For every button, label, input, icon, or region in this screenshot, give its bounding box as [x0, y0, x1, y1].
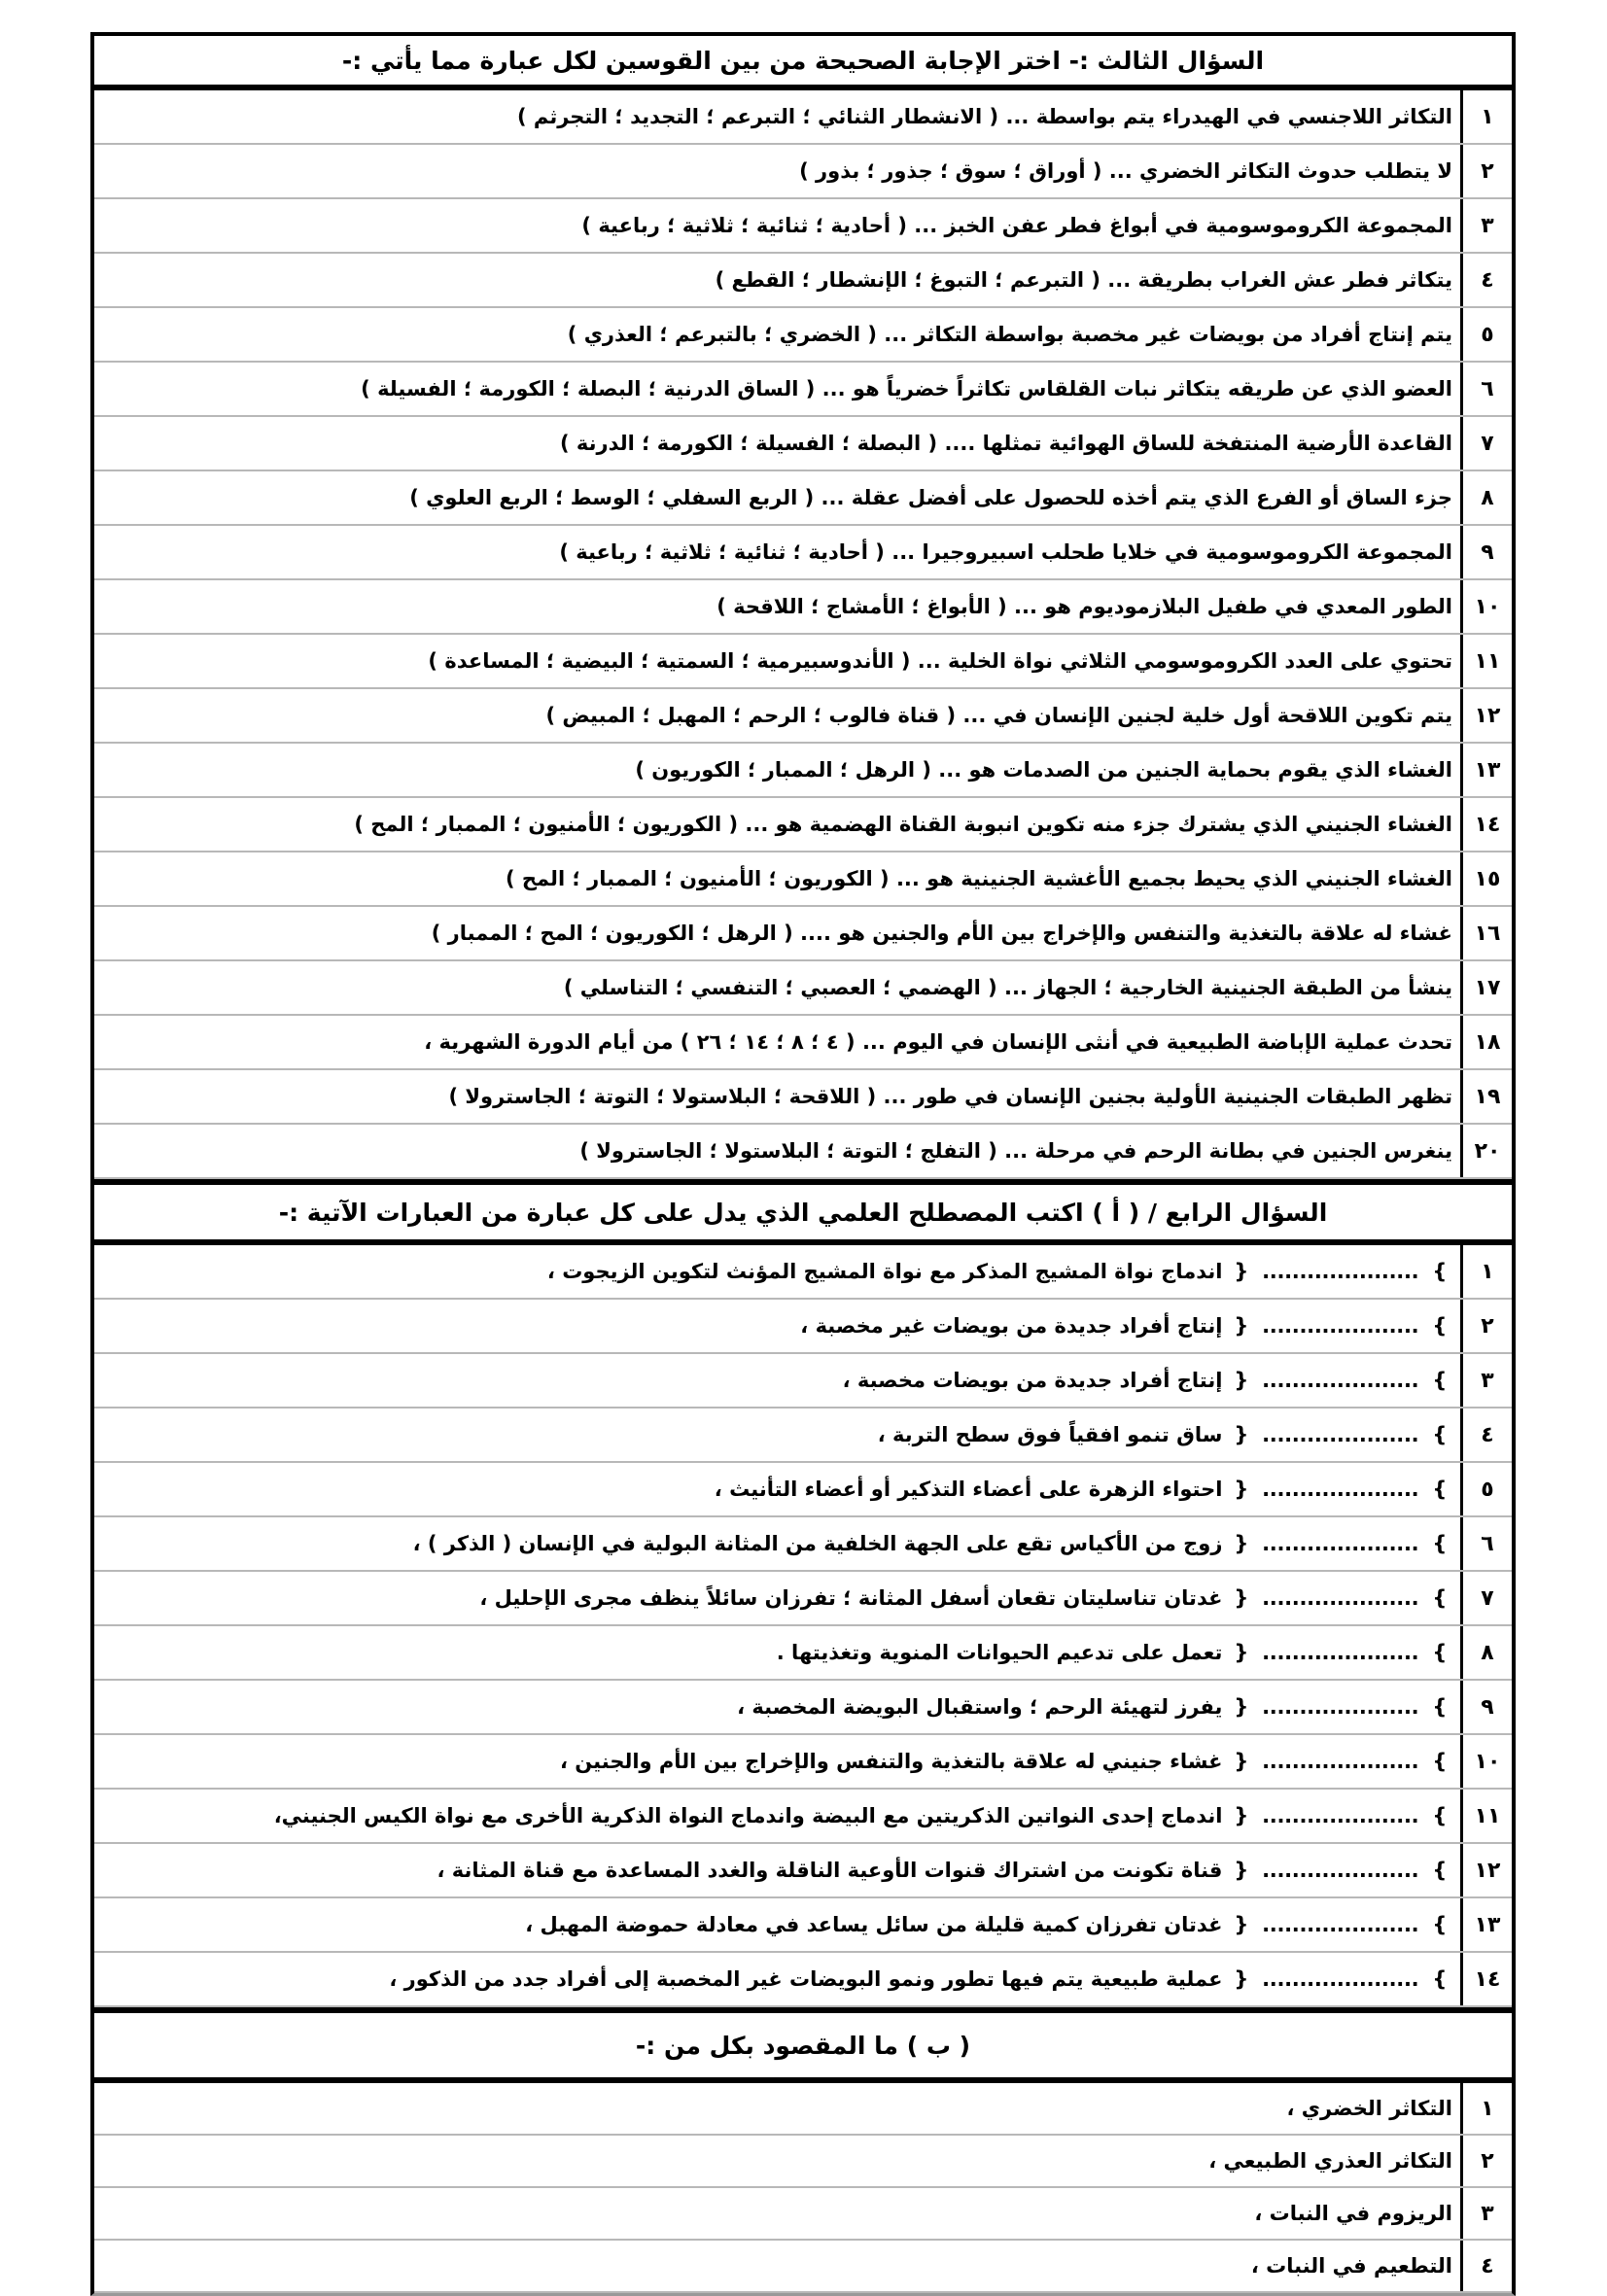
question-text-cell: [94, 1354, 1460, 1407]
question-number: ٦: [1460, 1517, 1512, 1570]
question-row: [94, 254, 1512, 308]
question-text: غشاء له علاقة بالتغذية والتنفس والإخراج بين الأم والجنين هو .... ( الرهل ؛ الكوريون ؛ المح ؛ الممبار ): [431, 922, 1452, 945]
question-number: ١: [1460, 1245, 1512, 1298]
answer-blank[interactable]: } ..................... {: [1234, 1967, 1447, 1991]
question-number: ١٧: [1460, 961, 1512, 1014]
question-text-cell: [94, 1790, 1460, 1842]
question-number: ١: [1460, 90, 1512, 143]
question-row: [94, 1409, 1512, 1463]
question-row: [94, 526, 1512, 580]
question-number: ٣: [1460, 199, 1512, 252]
question-4a-list: [94, 1245, 1512, 2007]
question-text-cell: [94, 1681, 1460, 1733]
question-text-cell: [94, 689, 1460, 742]
question-row: [94, 580, 1512, 635]
question-text: الغشاء الجنيني الذي يحيط بجميع الأغشية الجنينية هو ... ( الكوريون ؛ الأمنيون ؛ الممبار ؛ المح ): [505, 867, 1452, 890]
answer-blank[interactable]: } ..................... {: [1234, 1750, 1447, 1773]
question-number: ٤: [1460, 2241, 1512, 2291]
question-text-cell: [94, 2136, 1460, 2186]
question-text: يتم إنتاج أفراد من بويضات غير مخصبة بواسطة التكاثر ... ( الخضري ؛ بالتبرعم ؛ العذري ): [567, 323, 1452, 346]
question-number: ٦: [1460, 363, 1512, 415]
question-row: [94, 907, 1512, 961]
question-row: [94, 1790, 1512, 1844]
question-row: [94, 2188, 1512, 2241]
question-text: احتواء الزهرة على أعضاء التذكير أو أعضاء التأنيث ،: [714, 1478, 1223, 1501]
question-row: [94, 2136, 1512, 2188]
question-text: جزء الساق أو الفرع الذي يتم أخذه للحصول على أفضل عقلة ... ( الربع السفلي ؛ الوسط ؛ الربع العلوي ): [409, 486, 1452, 509]
question-text: المجموعة الكروموسومية في أبواغ فطر عفن الخبز ... ( أحادية ؛ ثنائية ؛ ثلاثية ؛ رباعية ): [581, 214, 1452, 237]
question-text-cell: [94, 1735, 1460, 1788]
question-text-cell: [94, 1844, 1460, 1896]
question-number: ١٠: [1460, 580, 1512, 633]
question-row: [94, 1626, 1512, 1681]
question-text: عملية طبيعية يتم فيها تطور ونمو البويضات غير المخصبة إلى أفراد جدد من الذكور ،: [389, 1967, 1223, 1991]
answer-blank[interactable]: } ..................... {: [1234, 1314, 1447, 1338]
question-number: ٤: [1460, 254, 1512, 306]
question-text: إنتاج أفراد جديدة من بويضات مخصبة ،: [842, 1369, 1223, 1392]
question-number: ١٤: [1460, 798, 1512, 851]
question-4b-list: [94, 2083, 1512, 2293]
question-row: [94, 689, 1512, 744]
question-text: غشاء جنيني له علاقة بالتغذية والتنفس والإخراج بين الأم والجنين ،: [560, 1750, 1223, 1773]
question-row: [94, 2083, 1512, 2136]
question-text-cell: [94, 1409, 1460, 1461]
question-text: إنتاج أفراد جديدة من بويضات غير مخصبة ،: [800, 1314, 1223, 1338]
question-text: يفرز لتهيئة الرحم ؛ واستقبال البويضة المخصبة ،: [737, 1695, 1223, 1719]
question-3-title: السؤال الثالث :- اختر الإجابة الصحيحة من بين القوسين لكل عبارة مما يأتي :-: [94, 36, 1512, 90]
question-text: العضو الذي عن طريقه يتكاثر نبات القلقاس تكاثراً خضرياً هو ... ( الساق الدرنية ؛ البصلة ؛ الكورمة ؛ الفسيلة ): [361, 377, 1452, 400]
question-text-cell: [94, 635, 1460, 687]
question-row: [94, 1517, 1512, 1572]
question-text-cell: [94, 1953, 1460, 2005]
question-number: ٥: [1460, 1463, 1512, 1515]
question-text: ينشأ من الطبقة الجنينية الخارجية ؛ الجهاز ... ( الهضمي ؛ العصبي ؛ التنفسي ؛ التناسلي ): [563, 976, 1452, 999]
question-row: [94, 1572, 1512, 1626]
question-text-cell: [94, 2241, 1460, 2291]
question-text: اندماج إحدى النواتين الذكريتين مع البيضة واندماج النواة الذكرية الأخرى مع نواة الكيس الجنيني،: [273, 1804, 1223, 1827]
question-number: ١٢: [1460, 1844, 1512, 1896]
question-text: قناة تكونت من اشتراك قنوات الأوعية الناقلة والغدد المساعدة مع قناة المثانة ،: [437, 1859, 1223, 1882]
question-text: التكاثر اللاجنسي في الهيدراء يتم بواسطة ... ( الانشطار الثنائي ؛ التبرعم ؛ التجديد ؛ التجرثم ): [516, 105, 1452, 128]
question-number: ١١: [1460, 635, 1512, 687]
question-number: ٣: [1460, 1354, 1512, 1407]
question-text: لا يتطلب حدوث التكاثر الخضري ... ( أوراق ؛ سوق ؛ جذور ؛ بذور ): [799, 159, 1452, 183]
question-text: زوج من الأكياس تقع على الجهة الخلفية من المثانة البولية في الإنسان ( الذكر ) ،: [412, 1532, 1223, 1555]
question-text-cell: [94, 1070, 1460, 1123]
question-row: [94, 308, 1512, 363]
question-text-cell: [94, 1517, 1460, 1570]
question-number: ٨: [1460, 471, 1512, 524]
question-text-cell: [94, 580, 1460, 633]
answer-blank[interactable]: } ..................... {: [1234, 1532, 1447, 1555]
question-text-cell: [94, 1125, 1460, 1177]
question-text-cell: [94, 254, 1460, 306]
question-row: [94, 1898, 1512, 1953]
exam-sheet: [90, 32, 1516, 2296]
question-text: القاعدة الأرضية المنتفخة للساق الهوائية تمثلها .... ( البصلة ؛ الفسيلة ؛ الكورمة ؛ الدرنة ): [559, 432, 1452, 455]
question-number: ٢: [1460, 2136, 1512, 2186]
question-text: التطعيم في النبات ،: [1250, 2254, 1452, 2278]
question-text-cell: [94, 526, 1460, 578]
question-number: ١٣: [1460, 1898, 1512, 1951]
question-row: [94, 1463, 1512, 1517]
question-row: [94, 1300, 1512, 1354]
question-number: ٣: [1460, 2188, 1512, 2239]
answer-blank[interactable]: } ..................... {: [1234, 1859, 1447, 1882]
question-row: [94, 2241, 1512, 2293]
question-text-cell: [94, 852, 1460, 905]
question-text-cell: [94, 308, 1460, 361]
question-row: [94, 145, 1512, 199]
question-number: ٢: [1460, 145, 1512, 197]
question-row: [94, 798, 1512, 852]
answer-blank[interactable]: } ..................... {: [1234, 1423, 1447, 1446]
answer-blank[interactable]: } ..................... {: [1234, 1913, 1447, 1936]
question-text-cell: [94, 471, 1460, 524]
answer-blank[interactable]: } ..................... {: [1234, 1586, 1447, 1610]
question-number: ١: [1460, 2083, 1512, 2134]
question-text: الغشاء الذي يقوم بحماية الجنين من الصدمات هو ... ( الرهل ؛ الممبار ؛ الكوريون ): [635, 758, 1452, 782]
question-text-cell: [94, 744, 1460, 796]
question-number: ٢: [1460, 1300, 1512, 1352]
question-text-cell: [94, 798, 1460, 851]
question-text-cell: [94, 1898, 1460, 1951]
question-4b-title: ( ب ) ما المقصود بكل من :-: [94, 2007, 1512, 2083]
answer-blank[interactable]: } ..................... {: [1234, 1695, 1447, 1719]
question-number: ١٥: [1460, 852, 1512, 905]
question-number: ٩: [1460, 1681, 1512, 1733]
question-row: [94, 417, 1512, 471]
question-number: ١٤: [1460, 1953, 1512, 2005]
question-row: [94, 1125, 1512, 1179]
question-text-cell: [94, 417, 1460, 470]
question-row: [94, 961, 1512, 1016]
question-number: ٨: [1460, 1626, 1512, 1679]
question-text: ينغرس الجنين في بطانة الرحم في مرحلة ... ( التفلج ؛ التوتة ؛ البلاستولا ؛ الجاسترولا ): [579, 1139, 1452, 1163]
question-text-cell: [94, 1572, 1460, 1624]
question-text: الريزوم في النبات ،: [1254, 2202, 1452, 2225]
question-text-cell: [94, 1300, 1460, 1352]
question-row: [94, 471, 1512, 526]
question-text-cell: [94, 907, 1460, 959]
question-row: [94, 635, 1512, 689]
question-text: تحتوي على العدد الكروموسومي الثلاثي نواة الخلية ... ( الأندوسبيرمية ؛ السمتية ؛ البيضية ؛ المساعدة ): [428, 649, 1452, 673]
question-row: [94, 1354, 1512, 1409]
answer-blank[interactable]: } ..................... {: [1234, 1641, 1447, 1664]
question-row: [94, 1245, 1512, 1300]
question-text: اندماج نواة المشيج المذكر مع نواة المشيج المؤنث لتكوين الزيجوت ،: [546, 1260, 1223, 1283]
question-number: ٥: [1460, 308, 1512, 361]
question-number: ٧: [1460, 1572, 1512, 1624]
answer-blank[interactable]: } ..................... {: [1234, 1369, 1447, 1392]
question-number: ١٨: [1460, 1016, 1512, 1068]
question-text: غدتان تناسليتان تقعان أسفل المثانة ؛ تفرزان سائلاً ينظف مجرى الإحليل ،: [479, 1586, 1223, 1610]
question-text: تعمل على تدعيم الحيوانات المنوية وتغذيتها .: [776, 1641, 1223, 1664]
question-row: [94, 1735, 1512, 1790]
question-3-list: [94, 90, 1512, 1179]
question-row: [94, 1953, 1512, 2007]
question-text: يتم تكوين اللاقحة أول خلية لجنين الإنسان في ... ( قناة فالوب ؛ الرحم ؛ المهبل ؛ المبيض ): [545, 704, 1452, 727]
question-4a-title: السؤال الرابع / ( أ ) اكتب المصطلح العلمي الذي يدل على كل عبارة من العبارات الآتية :-: [94, 1179, 1512, 1245]
question-text: غدتان تفرزان كمية قليلة من سائل يساعد في معادلة حموضة المهبل ،: [525, 1913, 1223, 1936]
question-row: [94, 90, 1512, 145]
question-text: الغشاء الجنيني الذي يشترك جزء منه تكوين انبوبة القناة الهضمية هو ... ( الكوريون ؛ الأمنيون ؛ الممبار ؛ المح ): [354, 813, 1452, 836]
question-text-cell: [94, 2083, 1460, 2134]
question-row: [94, 199, 1512, 254]
question-text: يتكاثر فطر عش الغراب بطريقة ... ( التبرعم ؛ التبوغ ؛ الإنشطار ؛ القطع ): [715, 268, 1452, 292]
question-text: المجموعة الكروموسومية في خلايا طحلب اسبيروجيرا ... ( أحادية ؛ ثنائية ؛ ثلاثية ؛ رباعية ): [559, 540, 1452, 564]
question-text-cell: [94, 1626, 1460, 1679]
question-row: [94, 363, 1512, 417]
question-text: الطور المعدي في طفيل البلازموديوم هو ... ( الأبواغ ؛ الأمشاج ؛ اللاقحة ): [716, 595, 1452, 618]
question-text: التكاثر العذري الطبيعي ،: [1208, 2149, 1452, 2173]
question-number: ١٩: [1460, 1070, 1512, 1123]
question-text-cell: [94, 961, 1460, 1014]
question-text-cell: [94, 1016, 1460, 1068]
question-row: [94, 1844, 1512, 1898]
question-text: تظهر الطبقات الجنينية الأولية بجنين الإنسان في طور ... ( اللاقحة ؛ البلاستولا ؛ التوتة ؛ الجاسترولا ): [448, 1085, 1452, 1108]
question-text: ساق تنمو افقياً فوق سطح التربة ،: [877, 1423, 1223, 1446]
question-row: [94, 744, 1512, 798]
question-number: ١١: [1460, 1790, 1512, 1842]
question-number: ١٣: [1460, 744, 1512, 796]
question-number: ٢٠: [1460, 1125, 1512, 1177]
answer-blank[interactable]: } ..................... {: [1234, 1804, 1447, 1827]
question-row: [94, 852, 1512, 907]
question-number: ١٠: [1460, 1735, 1512, 1788]
question-text-cell: [94, 90, 1460, 143]
question-text-cell: [94, 145, 1460, 197]
question-text-cell: [94, 199, 1460, 252]
question-text-cell: [94, 1245, 1460, 1298]
question-number: ١٦: [1460, 907, 1512, 959]
question-number: ٧: [1460, 417, 1512, 470]
answer-blank[interactable]: } ..................... {: [1234, 1478, 1447, 1501]
question-text-cell: [94, 363, 1460, 415]
question-number: ٩: [1460, 526, 1512, 578]
answer-blank[interactable]: } ..................... {: [1234, 1260, 1447, 1283]
question-number: ١٢: [1460, 689, 1512, 742]
question-row: [94, 1070, 1512, 1125]
question-text-cell: [94, 2188, 1460, 2239]
question-row: [94, 1681, 1512, 1735]
question-text: التكاثر الخضري ،: [1286, 2097, 1452, 2120]
question-row: [94, 1016, 1512, 1070]
question-number: ٤: [1460, 1409, 1512, 1461]
question-text: تحدث عملية الإباضة الطبيعية في أنثى الإنسان في اليوم ... ( ٤ ؛ ٨ ؛ ١٤ ؛ ٢٦ ) من أيام الدورة الشهرية ،: [424, 1030, 1452, 1054]
question-text-cell: [94, 1463, 1460, 1515]
